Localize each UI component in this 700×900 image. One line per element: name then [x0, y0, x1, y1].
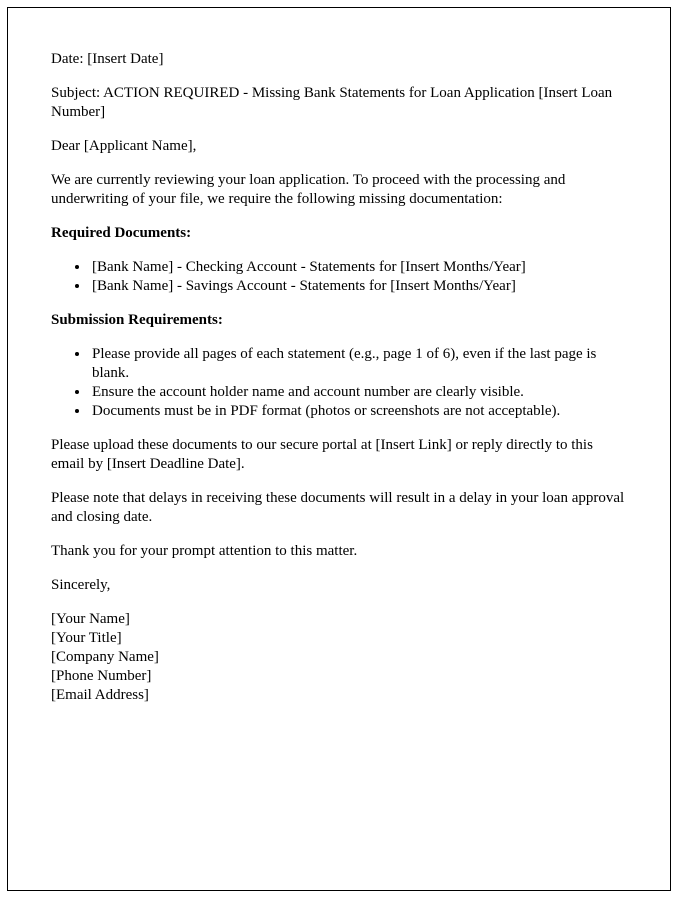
submission-requirements-heading: Submission Requirements:: [51, 312, 223, 328]
thanks-paragraph: Thank you for your prompt attention to this matter.: [51, 543, 358, 559]
letter-page: [7, 7, 671, 891]
subject-line: Subject: ACTION REQUIRED - Missing Bank Statements for Loan Application [Insert Loan Number]: [51, 85, 613, 120]
requirement-item: • Please provide all pages of each statement (e.g., page 1 of 6), even if the last page is blank.: [90, 345, 628, 383]
signature-phone: [Phone Number]: [51, 668, 152, 684]
signature-company: [Company Name]: [51, 649, 159, 665]
intro-paragraph: We are currently reviewing your loan application. To proceed with the processing and underwriting of your file, we require the following missing documentation:: [51, 172, 566, 207]
date-line: Date: [Insert Date]: [51, 51, 164, 67]
document-item: • [Bank Name] - Savings Account - Statements for [Insert Months/Year]: [90, 277, 628, 296]
signature-email: [Email Address]: [51, 687, 149, 703]
closing: Sincerely,: [51, 577, 111, 593]
signature-block: [51, 610, 628, 705]
signature-title: [Your Title]: [51, 630, 122, 646]
document-item: • [Bank Name] - Checking Account - Statements for [Insert Months/Year]: [90, 258, 628, 277]
delay-paragraph: Please note that delays in receiving these documents will result in a delay in your loan approval and closing date.: [51, 490, 625, 525]
requirement-item: • Documents must be in PDF format (photos or screenshots are not acceptable).: [90, 402, 628, 421]
required-documents-heading: Required Documents:: [51, 225, 192, 241]
required-documents-list: [51, 258, 628, 296]
requirement-item: • Ensure the account holder name and account number are clearly visible.: [90, 383, 628, 402]
submission-requirements-list: [51, 345, 628, 421]
signature-name: [Your Name]: [51, 611, 130, 627]
upload-paragraph: Please upload these documents to our secure portal at [Insert Link] or reply directly to this email by [Insert Deadline Date].: [51, 437, 593, 472]
salutation: Dear [Applicant Name],: [51, 138, 197, 154]
